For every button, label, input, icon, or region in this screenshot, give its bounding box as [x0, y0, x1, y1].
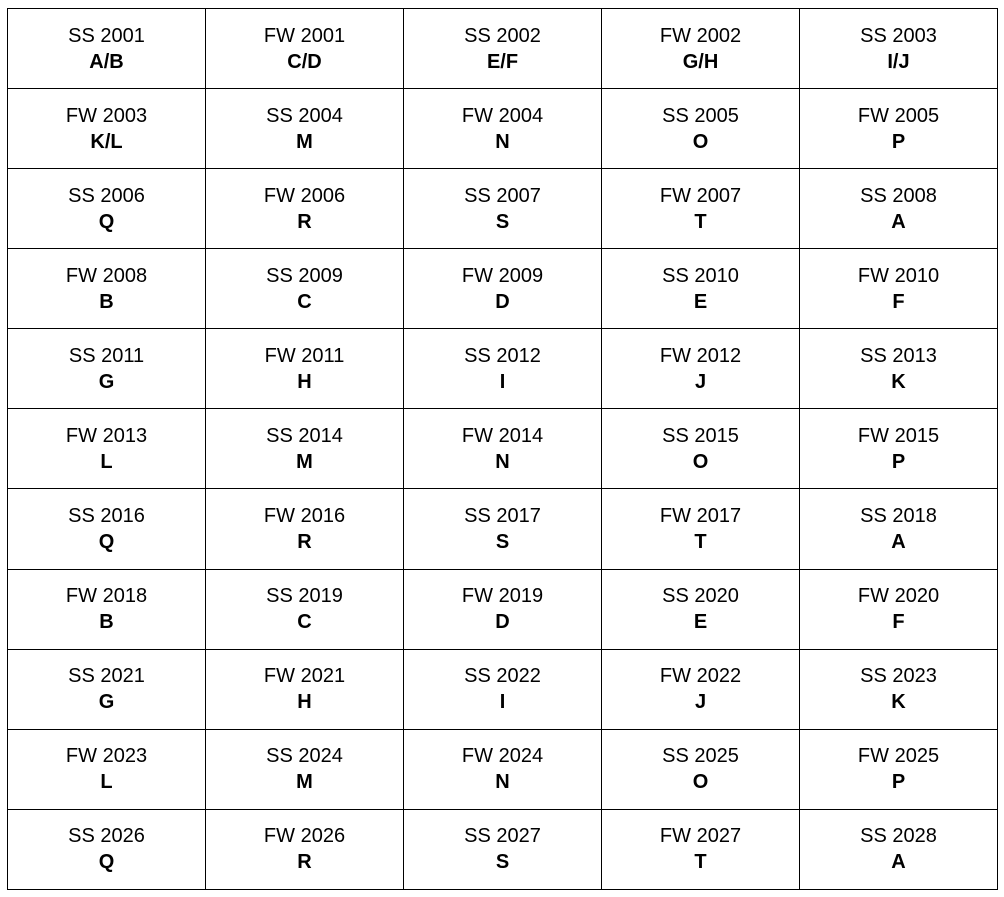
- season-label: FW 2022: [659, 665, 742, 688]
- season-code: F: [892, 611, 905, 634]
- table-cell: [800, 809, 998, 889]
- season-code: C: [297, 611, 312, 634]
- season-code: M: [296, 450, 313, 473]
- season-code: S: [495, 531, 510, 553]
- season-label: FW 2017: [659, 505, 742, 527]
- table-cell: [8, 249, 206, 329]
- table-cell: [206, 409, 404, 489]
- season-code: S: [495, 210, 510, 233]
- season-label: FW 2011: [264, 344, 345, 367]
- season-label: FW 2023: [65, 745, 148, 768]
- season-code: F: [892, 290, 905, 313]
- season-label: FW 2003: [65, 104, 148, 127]
- table-cell: [206, 329, 404, 409]
- season-code: Q: [98, 210, 115, 233]
- season-label: SS 2019: [266, 585, 343, 608]
- table-cell: [206, 649, 404, 729]
- season-code: O: [692, 771, 709, 794]
- table-cell: [800, 569, 998, 649]
- table-cell: [404, 569, 602, 649]
- season-code: A: [891, 210, 906, 233]
- table-cell: [602, 809, 800, 889]
- table-cell: [404, 89, 602, 169]
- table-row: [8, 9, 998, 89]
- season-code: T: [694, 210, 707, 233]
- season-code: D: [495, 611, 510, 634]
- season-label: FW 2002: [659, 24, 742, 47]
- season-code: B: [99, 290, 114, 313]
- season-label: FW 2021: [263, 665, 346, 688]
- table-row: [8, 409, 998, 489]
- season-code: O: [692, 130, 709, 153]
- season-code: E: [693, 611, 708, 634]
- season-label: FW 2014: [461, 424, 544, 447]
- season-code: L: [100, 771, 113, 794]
- table-cell: [206, 169, 404, 249]
- season-label: FW 2007: [659, 184, 742, 207]
- season-label: FW 2001: [263, 24, 346, 47]
- season-code: A: [891, 531, 906, 553]
- season-label: SS 2005: [662, 104, 739, 127]
- season-code: T: [694, 531, 707, 553]
- table-cell: [8, 569, 206, 649]
- table-cell: [206, 9, 404, 89]
- season-code: D: [495, 290, 510, 313]
- season-code: C: [297, 290, 312, 313]
- season-code: G: [98, 370, 115, 393]
- season-code: O: [692, 450, 709, 473]
- season-label: SS 2002: [464, 24, 541, 47]
- season-code: H: [297, 691, 312, 714]
- season-label: SS 2008: [860, 184, 937, 207]
- season-code: M: [296, 130, 313, 153]
- table-cell: [602, 9, 800, 89]
- season-label: SS 2001: [68, 24, 145, 47]
- season-code: J: [694, 691, 707, 714]
- season-label: FW 2005: [857, 104, 940, 127]
- table-cell: [800, 89, 998, 169]
- season-code: P: [891, 771, 906, 794]
- season-code: I/J: [887, 50, 910, 73]
- season-label: FW 2024: [461, 745, 544, 768]
- table-cell: [206, 249, 404, 329]
- table-cell: [800, 649, 998, 729]
- season-label: FW 2018: [65, 585, 148, 608]
- season-code: B: [99, 611, 114, 634]
- season-label: SS 2024: [266, 745, 343, 768]
- season-label: SS 2028: [860, 825, 937, 848]
- season-label: FW 2012: [659, 344, 742, 367]
- season-code: G/H: [682, 50, 719, 73]
- season-label: SS 2017: [464, 505, 541, 527]
- season-code: L: [100, 450, 113, 473]
- table-cell: [602, 409, 800, 489]
- season-code: A/B: [89, 50, 124, 73]
- season-code: H: [297, 370, 312, 393]
- season-code: I: [499, 370, 506, 393]
- table-cell: [602, 169, 800, 249]
- season-code: C/D: [287, 50, 322, 73]
- table-cell: [800, 489, 998, 569]
- table-cell: [404, 489, 602, 569]
- season-code-table: [7, 8, 998, 890]
- season-label: SS 2004: [266, 104, 343, 127]
- table-cell: [800, 249, 998, 329]
- table-cell: [602, 249, 800, 329]
- season-label: SS 2003: [860, 24, 937, 47]
- table-row: [8, 89, 998, 169]
- season-code: N: [495, 450, 510, 473]
- table-cell: [8, 89, 206, 169]
- table-cell: [404, 329, 602, 409]
- table-cell: [8, 9, 206, 89]
- season-code: Q: [98, 531, 115, 553]
- table-row: [8, 489, 998, 569]
- table-cell: [8, 329, 206, 409]
- season-label: FW 2010: [857, 264, 940, 287]
- table-row: [8, 249, 998, 329]
- table-cell: [800, 9, 998, 89]
- table-cell: [206, 809, 404, 889]
- season-code: T: [694, 851, 707, 874]
- season-label: SS 2011: [68, 344, 145, 367]
- table-cell: [404, 729, 602, 809]
- season-code: I: [499, 691, 506, 714]
- season-label: FW 2015: [857, 424, 940, 447]
- table-cell: [404, 9, 602, 89]
- season-code-table-body: [8, 9, 998, 890]
- season-label: FW 2009: [461, 264, 544, 287]
- season-code: N: [495, 771, 510, 794]
- season-label: SS 2023: [860, 665, 937, 688]
- season-label: FW 2013: [65, 424, 148, 447]
- season-code: A: [891, 851, 906, 874]
- table-cell: [404, 249, 602, 329]
- table-cell: [206, 89, 404, 169]
- season-code: P: [891, 130, 906, 153]
- season-label: SS 2016: [68, 505, 145, 527]
- season-label: SS 2021: [68, 665, 145, 688]
- table-row: [8, 329, 998, 409]
- season-label: SS 2010: [662, 264, 739, 287]
- table-cell: [800, 409, 998, 489]
- season-code: E/F: [486, 50, 519, 73]
- season-label: SS 2026: [68, 825, 145, 848]
- season-label: SS 2020: [662, 585, 739, 608]
- table-cell: [8, 409, 206, 489]
- table-row: [8, 569, 998, 649]
- table-cell: [800, 729, 998, 809]
- table-cell: [800, 169, 998, 249]
- table-cell: [404, 169, 602, 249]
- season-code: N: [495, 130, 510, 153]
- season-label: FW 2020: [857, 585, 940, 608]
- table-cell: [404, 649, 602, 729]
- table-cell: [602, 649, 800, 729]
- season-label: SS 2006: [68, 184, 145, 207]
- season-code: K/L: [90, 130, 123, 153]
- season-label: SS 2018: [860, 505, 937, 527]
- season-code: G: [98, 691, 115, 714]
- table-cell: [404, 809, 602, 889]
- season-code: E: [693, 290, 708, 313]
- season-label: SS 2015: [662, 424, 739, 447]
- season-code: M: [296, 771, 313, 794]
- season-label: SS 2012: [464, 344, 541, 367]
- table-cell: [602, 329, 800, 409]
- season-label: FW 2026: [263, 825, 346, 848]
- season-code: J: [694, 370, 707, 393]
- table-cell: [8, 489, 206, 569]
- table-row: [8, 729, 998, 809]
- season-code: P: [891, 450, 906, 473]
- season-label: FW 2019: [461, 585, 544, 608]
- season-code: K: [891, 691, 906, 714]
- table-cell: [8, 729, 206, 809]
- season-label: FW 2008: [65, 264, 148, 287]
- table-cell: [602, 489, 800, 569]
- season-label: SS 2027: [464, 825, 541, 848]
- season-code: R: [297, 531, 312, 553]
- season-label: FW 2004: [461, 104, 544, 127]
- table-cell: [602, 569, 800, 649]
- season-code: K: [891, 370, 906, 393]
- season-label: SS 2013: [860, 344, 937, 367]
- table-cell: [8, 809, 206, 889]
- season-label: FW 2027: [659, 825, 742, 848]
- season-label: SS 2022: [464, 665, 541, 688]
- table-cell: [404, 409, 602, 489]
- table-row: [8, 809, 998, 889]
- table-row: [8, 649, 998, 729]
- season-code: S: [495, 851, 510, 874]
- season-label: FW 2025: [857, 745, 940, 768]
- season-label: FW 2006: [263, 184, 346, 207]
- season-label: SS 2009: [266, 264, 343, 287]
- season-code: Q: [98, 851, 115, 874]
- table-cell: [8, 169, 206, 249]
- season-code: R: [297, 210, 312, 233]
- table-cell: [206, 489, 404, 569]
- table-cell: [602, 89, 800, 169]
- season-code: R: [297, 851, 312, 874]
- season-label: SS 2007: [464, 184, 541, 207]
- season-label: SS 2014: [266, 424, 343, 447]
- table-cell: [206, 729, 404, 809]
- table-cell: [800, 329, 998, 409]
- table-cell: [206, 569, 404, 649]
- season-label: SS 2025: [662, 745, 739, 768]
- table-row: [8, 169, 998, 249]
- table-cell: [602, 729, 800, 809]
- table-cell: [8, 649, 206, 729]
- season-label: FW 2016: [263, 505, 346, 527]
